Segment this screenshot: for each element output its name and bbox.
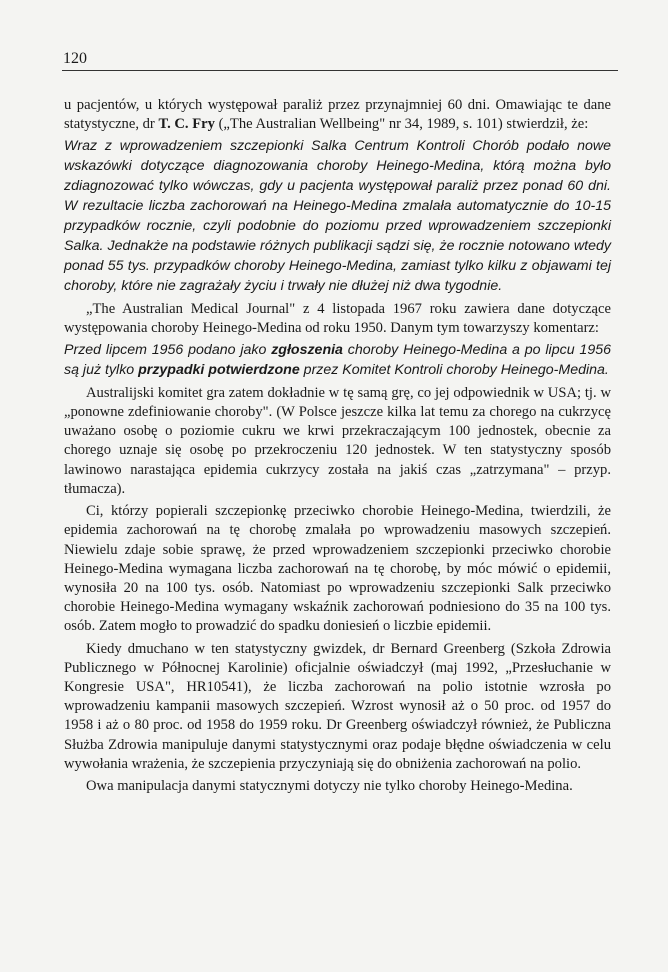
running-header <box>62 50 618 71</box>
page-number: 120 <box>63 50 87 67</box>
paragraph-4: Ci, którzy popierali szczepionkę przeciwko chorobie Heinego-Medina, twierdzili, że epidemia zachorowań na tę chorobę zmalała po wprowadzeniu masowych szczepień. Niewielu zdaje sobie sprawę, że przed wprowadzeniem szczepionki przeciwko chorobie Heinego-Medina wymagana liczba zachorowań na tę chorobę, by móc mówić o epidemii, wynosiła 20 na 100 tys. osób. Natomiast po wprowadzeniu szczepionki Salk przeciwko chorobie Heinego-Medina wymagany wskaźnik zachorowań podniesiono do 35 na 100 tys. osób. Zatem mogło to prowadzić do spadku doniesień o liczbie epidemii. <box>64 503 611 635</box>
paragraph-6: Owa manipulacja danymi statycznymi dotyczy nie tylko choroby Heinego-Medina. <box>86 777 573 794</box>
block-quote-2: Przed lipcem 1956 podano jako zgłoszenia choroby Heinego-Medina a po lipcu 1956 są już tylko przypadki potwierdzone przez Komitet Kontroli choroby Heinego-Medina. <box>64 342 611 378</box>
paragraph-5: Kiedy dmuchano w ten statystyczny gwizdek, dr Bernard Greenberg (Szkoła Zdrowia Publicznego w Północnej Karolinie) oficjalnie oświadczył (maj 1992, „Przesłuchanie w Kongresie USA", HR10541), że liczba zachorowań na polio istotnie wzrosła po wprowadzeniu kampanii masowych szczepień. Wzrost wynosił aż o 50 proc. od 1957 do 1958 i aż o 80 proc. od 1958 do 1959 roku. Dr Greenberg oświadczył również, że Publiczna Służba Zdrowia manipuluje danymi statystycznymi oraz podaje błędne oświadczenia w celu wywołania wrażenia, że szczepienia przyczyniają się do obniżenia zachorowań na polio. <box>64 640 611 772</box>
block-quote-1: Wraz z wprowadzeniem szczepionki Salka Centrum Kontroli Chorób podało nowe wskazówki dotyczące diagnozowania choroby Heinego-Medina, którą można było zdiagnozować tylko wówczas, gdy u pacjenta występował paraliż przez ponad 60 dni. W rezultacie liczba zachorowań na Heinego-Medina zmalała automatycznie do 10-15 przypadków rocznie, czyli podobnie do poziomu przed wprowadzeniem szczepionki Salka. Jednakże na podstawie różnych publikacji sądzi się, że rocznie notowano wtedy ponad 55 tys. przypadków choroby Heinego-Medina, zamiast tylko kilku z objawami tej choroby, które nie zagrażały życiu i trwały nie dłużej niż dwa tygodnie. <box>64 138 611 294</box>
paragraph-1: u pacjentów, u których występował paraliż przez przynajmniej 60 dni. Omawiając te dane statystyczne, dr T. C. Fry („The Australian Wellbeing" nr 34, 1989, s. 101) stwierdził, że: <box>64 97 611 133</box>
author-name: T. C. Fry <box>158 116 215 133</box>
paragraph-3: Australijski komitet gra zatem dokładnie w tę samą grę, co jej odpowiednik w USA; tj. w „ponowne zdefiniowanie choroby". (W Polsce jeszcze kilka lat temu za chorego na cukrzycę uważano osobę o poziomie cukru we krwi przekraczającym 100 jednostek, obecnie za chorego uznaje się osobę po przekroczeniu 120 jednostek. W ten statystyczny sposób lawinowo narastająca epidemia cukrzycy została na jakiś czas „zatrzymana" – przyp. tłumacza). <box>64 384 611 497</box>
page-body <box>64 96 611 799</box>
emphasis-confirmed: przypadki potwierdzone <box>138 361 300 378</box>
emphasis-reports: zgłoszenia <box>271 342 343 359</box>
paragraph-2: „The Australian Medical Journal" z 4 listopada 1967 roku zawiera dane dotyczące występowania choroby Heinego-Medina od roku 1950. Danym tym towarzyszy komentarz: <box>64 300 611 336</box>
